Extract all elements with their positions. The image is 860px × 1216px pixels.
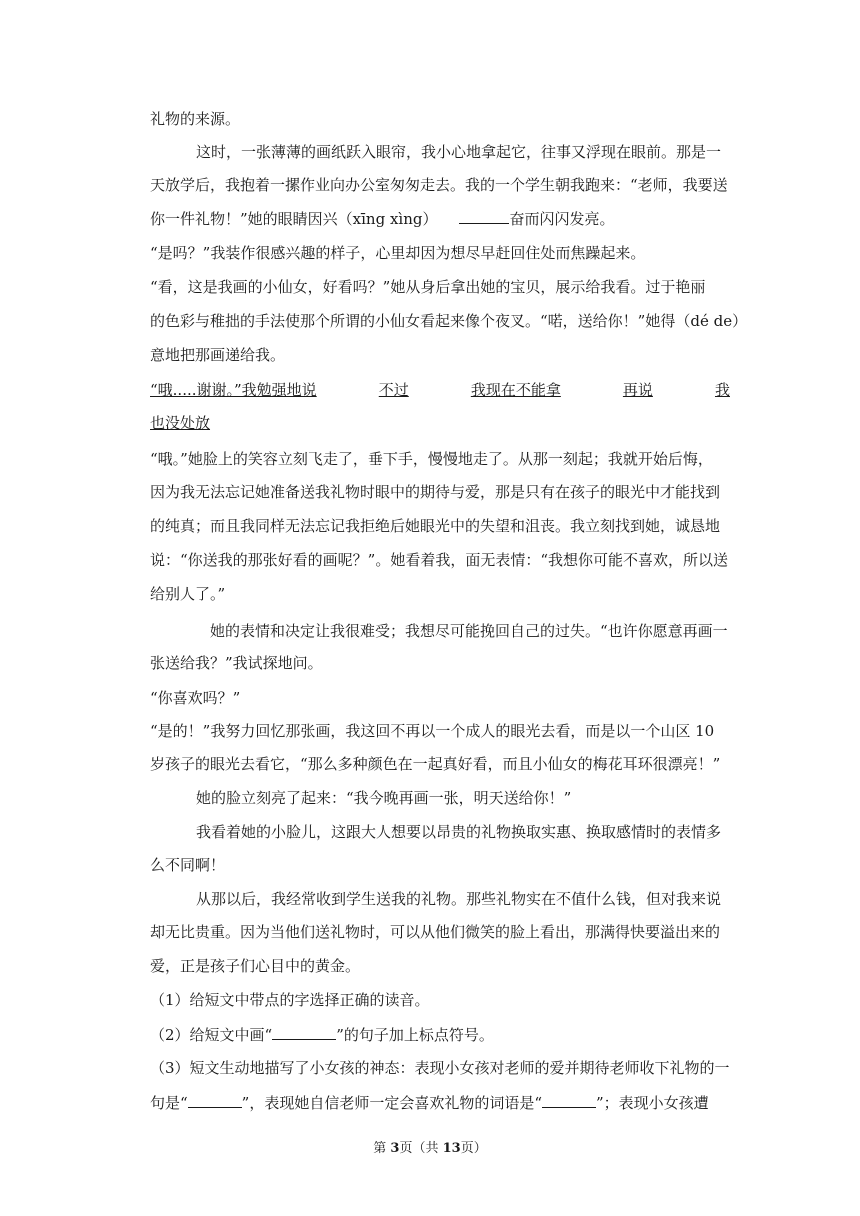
text-line: “哦。”她脸上的笑容立刻飞走了，垂下手，慢慢地走了。从那一刻起；我就开始后悔， <box>150 450 713 468</box>
question-text: （2）给短文中画“ <box>150 1026 273 1044</box>
text-line: 天放学后，我抱着一摞作业向办公室匆匆走去。我的一个学生朝我跑来：“老师，我要送 <box>150 176 728 194</box>
question-1: （1）给短文中带点的字选择正确的读音。 <box>150 991 430 1009</box>
answer-blank <box>459 208 509 224</box>
paragraph-line: 这时，一张薄薄的画纸跃入眼帘，我小心地拿起它，往事又浮现在眼前。那是一 <box>196 143 722 161</box>
text-line: 却无比贵重。因为当他们送礼物时，可以从他们微笑的脸上看出，那满得快要溢出来的 <box>150 923 721 941</box>
sentence-segment: 我 <box>714 381 730 399</box>
sentence-segment: 我现在不能拿 <box>470 381 561 399</box>
sentence-segment: 不过 <box>378 381 409 399</box>
question-text: ”的句子加上标点符号。 <box>336 1026 494 1044</box>
footer-text: 页） <box>460 1141 487 1156</box>
text-line: 的色彩与稚拙的手法使那个所谓的小仙女看起来像个夜叉。“喏，送给你！”她得（dé de） <box>150 312 748 330</box>
paragraph-line: 她的表情和决定让我很难受；我想尽可能挽回自己的过失。“也许你愿意再画一 <box>210 622 728 640</box>
question-3-continued <box>150 1092 709 1113</box>
question-text: ”；表现小女孩遭 <box>596 1094 709 1112</box>
answer-blank <box>272 1024 336 1040</box>
footer-text: 页（共 <box>399 1141 443 1156</box>
text-line: 因为我无法忘记她准备送我礼物时眼中的期待与爱，那是只有在孩子的眼光中才能找到 <box>150 483 721 501</box>
page-footer <box>0 1140 860 1158</box>
text-line: “是的！”我努力回忆那张画，我这回不再以一个成人的眼光去看，而是以一个山区 10 <box>150 722 715 740</box>
sentence-segment: 也没处放 <box>150 414 211 432</box>
page-number: 3 <box>390 1141 400 1156</box>
answer-blank <box>542 1092 596 1108</box>
text-line: 的纯真；而且我同样无法忘记我拒绝后她眼光中的失望和沮丧。我立刻找到她，诚恳地 <box>150 517 721 535</box>
text-line: “是吗？”我装作很感兴趣的样子，心里却因为想尽早赶回住处而焦躁起来。 <box>150 244 646 262</box>
text-line: 张送给我？”我试探地问。 <box>150 654 323 672</box>
question-3: （3）短文生动地描写了小女孩的神态：表现小女孩对老师的爱并期待老师收下礼物的一 <box>150 1059 730 1077</box>
text-line: 说：“你送我的那张好看的画呢？”。她看着我，面无表情：“我想你可能不喜欢，所以送 <box>150 551 729 569</box>
text-line: 意地把那画递给我。 <box>150 346 286 364</box>
paragraph-line: 从那以后，我经常收到学生送我的礼物。那些礼物实在不值什么钱，但对我来说 <box>196 890 722 908</box>
text-line: 礼物的来源。 <box>150 110 241 128</box>
question-2 <box>150 1024 494 1045</box>
line-text: 你一件礼物！”她的眼睛因兴（xīng xìng） <box>150 210 438 228</box>
paragraph-line: 她的脸立刻亮了起来：“我今晚再画一张，明天送给你！” <box>196 789 572 807</box>
text-line: “你喜欢吗？” <box>150 689 241 707</box>
question-text: 句是“ <box>150 1094 188 1112</box>
footer-text: 第 <box>373 1141 391 1156</box>
page-total: 13 <box>442 1141 461 1156</box>
text-line: 岁孩子的眼光去看它，“那么多种颜色在一起真好看，而且小仙女的梅花耳环很漂亮！” <box>150 755 721 773</box>
text-line: 给别人了。” <box>150 585 226 603</box>
question-text: ”，表现她自信老师一定会喜欢礼物的词语是“ <box>241 1094 543 1112</box>
answer-blank <box>188 1092 242 1108</box>
text-line: 爱，正是孩子们心目中的黄金。 <box>150 957 361 975</box>
underlined-sentence-end <box>150 413 268 433</box>
text-line: 么不同啊！ <box>150 856 226 874</box>
paragraph-line: 我看着她的小脸儿，这跟大人想要以昂贵的礼物换取实惠、换取感情时的表情多 <box>196 823 722 841</box>
line-text: 奋而闪闪发亮。 <box>509 210 615 228</box>
sentence-segment: 再说 <box>622 381 653 399</box>
text-line: “看，这是我画的小仙女，好看吗？”她从身后拿出她的宝贝，展示给我看。过于艳丽 <box>150 278 706 296</box>
text-line <box>150 208 615 229</box>
underlined-sentence <box>150 380 730 400</box>
sentence-segment: “哦.....谢谢。”我勉强地说 <box>150 381 317 399</box>
